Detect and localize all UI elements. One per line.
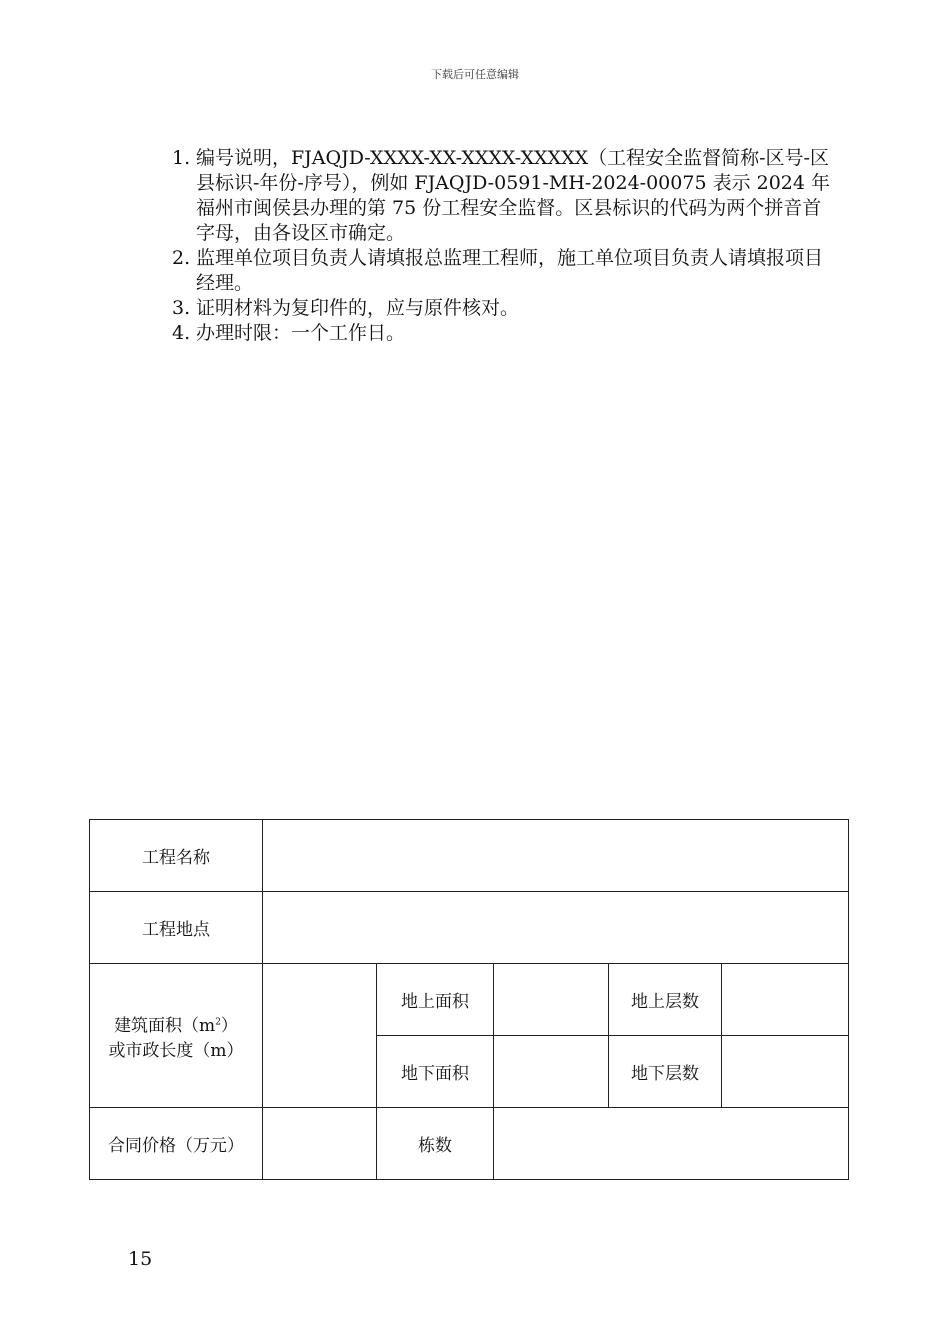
below-ground-area-field[interactable]: [494, 1036, 609, 1108]
note-text: 证明材料为复印件的，应与原件核对。: [196, 297, 520, 319]
note-number: 4.: [172, 322, 191, 344]
project-info-table: [89, 819, 849, 1180]
project-location-label: 工程地点: [90, 892, 263, 964]
note-number: 2.: [172, 247, 191, 269]
note-text: 办理时限：一个工作日。: [196, 322, 406, 344]
building-count-label: 栋数: [377, 1108, 494, 1180]
note-item: [172, 321, 832, 346]
building-area-label-line2: 或市政长度（m）: [108, 1040, 244, 1061]
above-ground-floors-label: 地上层数: [609, 964, 722, 1036]
note-item: [172, 146, 832, 246]
table-row: [90, 964, 849, 1036]
building-count-field[interactable]: [494, 1108, 849, 1180]
above-ground-area-label: 地上面积: [377, 964, 494, 1036]
note-text: 编号说明，FJAQJD-XXXX-XX-XXXX-XXXXX（工程安全监督简称-区号-区县标识-年份-序号），例如 FJAQJD-0591-MH-2024-00075 表示 2024 年福州市闽侯县办理的第 75 份工程安全监督。区县标识的代码为两个拼音首字母，由各设区市确定。: [196, 147, 831, 244]
building-area-label: [90, 964, 263, 1108]
page-number: 15: [128, 1248, 153, 1270]
below-ground-area-label: 地下面积: [377, 1036, 494, 1108]
contract-price-label: 合同价格（万元）: [90, 1108, 263, 1180]
project-location-field[interactable]: [263, 892, 849, 964]
header-note: 下载后可任意编辑: [431, 68, 519, 81]
table-row: [90, 820, 849, 892]
note-item: [172, 246, 832, 296]
contract-price-field[interactable]: [263, 1108, 377, 1180]
project-name-label: 工程名称: [90, 820, 263, 892]
note-text: 监理单位项目负责人请填报总监理工程师，施工单位项目负责人请填报项目经理。: [196, 247, 824, 294]
below-ground-floors-label: 地下层数: [609, 1036, 722, 1108]
above-ground-floors-field[interactable]: [722, 964, 849, 1036]
table-row: [90, 1108, 849, 1180]
note-number: 1.: [172, 147, 191, 169]
note-item: [172, 296, 832, 321]
table-row: [90, 892, 849, 964]
below-ground-floors-field[interactable]: [722, 1036, 849, 1108]
notes-list: [172, 146, 832, 346]
note-number: 3.: [172, 297, 191, 319]
building-area-label-line1: 建筑面积$(m^2)$: [114, 1015, 238, 1036]
building-area-field[interactable]: [263, 964, 377, 1108]
project-name-field[interactable]: [263, 820, 849, 892]
above-ground-area-field[interactable]: [494, 964, 609, 1036]
